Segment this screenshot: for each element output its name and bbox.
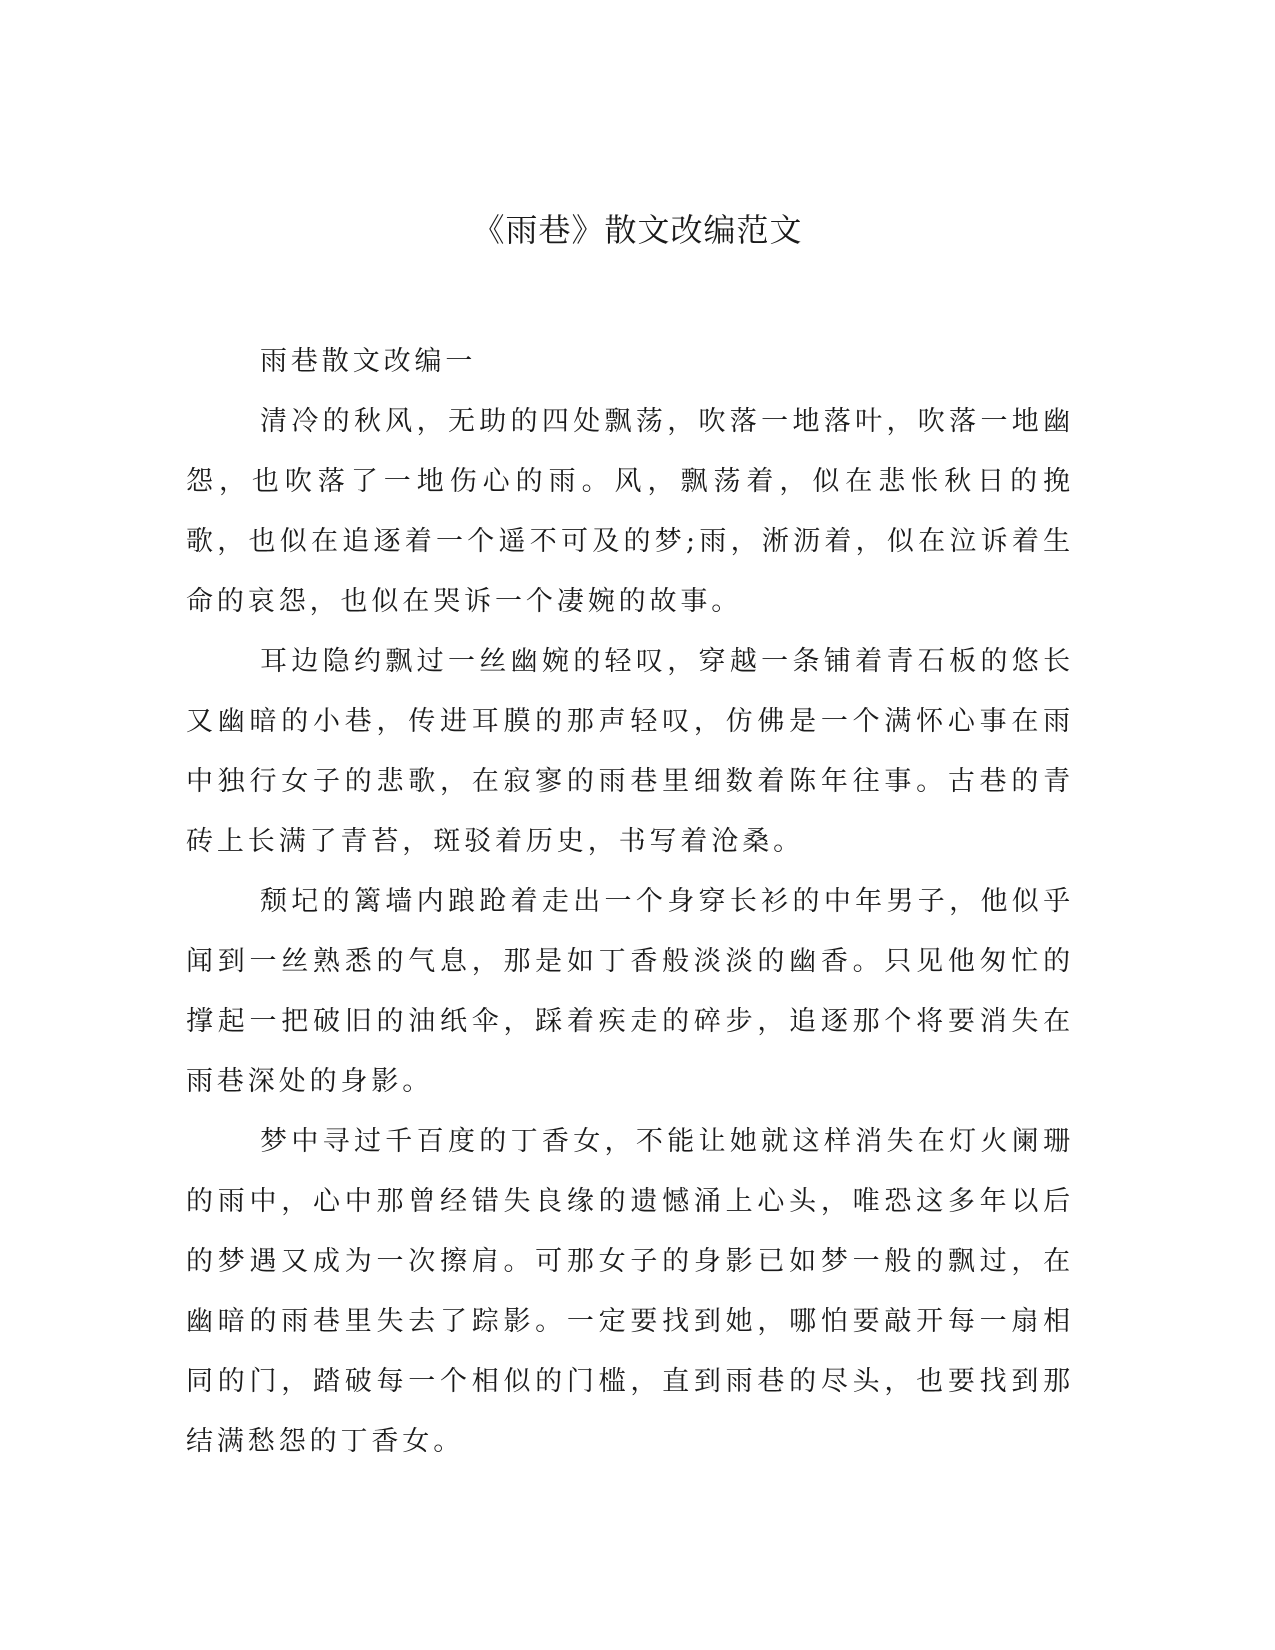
paragraph: 颓圮的篱墙内踉跄着走出一个身穿长衫的中年男子，他似乎闻到一丝熟悉的气息，那是如丁香般淡淡的幽香。只见他匆忙的撑起一把破旧的油纸伞，踩着疾走的碎步，追逐那个将要消失在雨巷深处的身影。: [186, 886, 1074, 1097]
document-title: 《雨巷》散文改编范文: [472, 211, 803, 249]
paragraph: 耳边隐约飘过一丝幽婉的轻叹，穿越一条铺着青石板的悠长又幽暗的小巷，传进耳膜的那声轻叹，仿佛是一个满怀心事在雨中独行女子的悲歌，在寂寥的雨巷里细数着陈年往事。古巷的青砖上长满了青苔，斑驳着历史，书写着沧桑。: [186, 646, 1074, 857]
document-body: [186, 332, 1074, 1472]
section-heading: 雨巷散文改编一: [260, 346, 477, 377]
paragraph: 清冷的秋风，无助的四处飘荡，吹落一地落叶，吹落一地幽怨，也吹落了一地伤心的雨。风，飘荡着，似在悲怅秋日的挽歌，也似在追逐着一个遥不可及的梦;雨，淅沥着，似在泣诉着生命的哀怨，也似在哭诉一个凄婉的故事。: [186, 406, 1074, 617]
paragraph: 梦中寻过千百度的丁香女，不能让她就这样消失在灯火阑珊的雨中，心中那曾经错失良缘的遗憾涌上心头，唯恐这多年以后的梦遇又成为一次擦肩。可那女子的身影已如梦一般的飘过，在幽暗的雨巷里失去了踪影。一定要找到她，哪怕要敲开每一扇相同的门，踏破每一个相似的门槛，直到雨巷的尽头，也要找到那结满愁怨的丁香女。: [186, 1126, 1074, 1457]
